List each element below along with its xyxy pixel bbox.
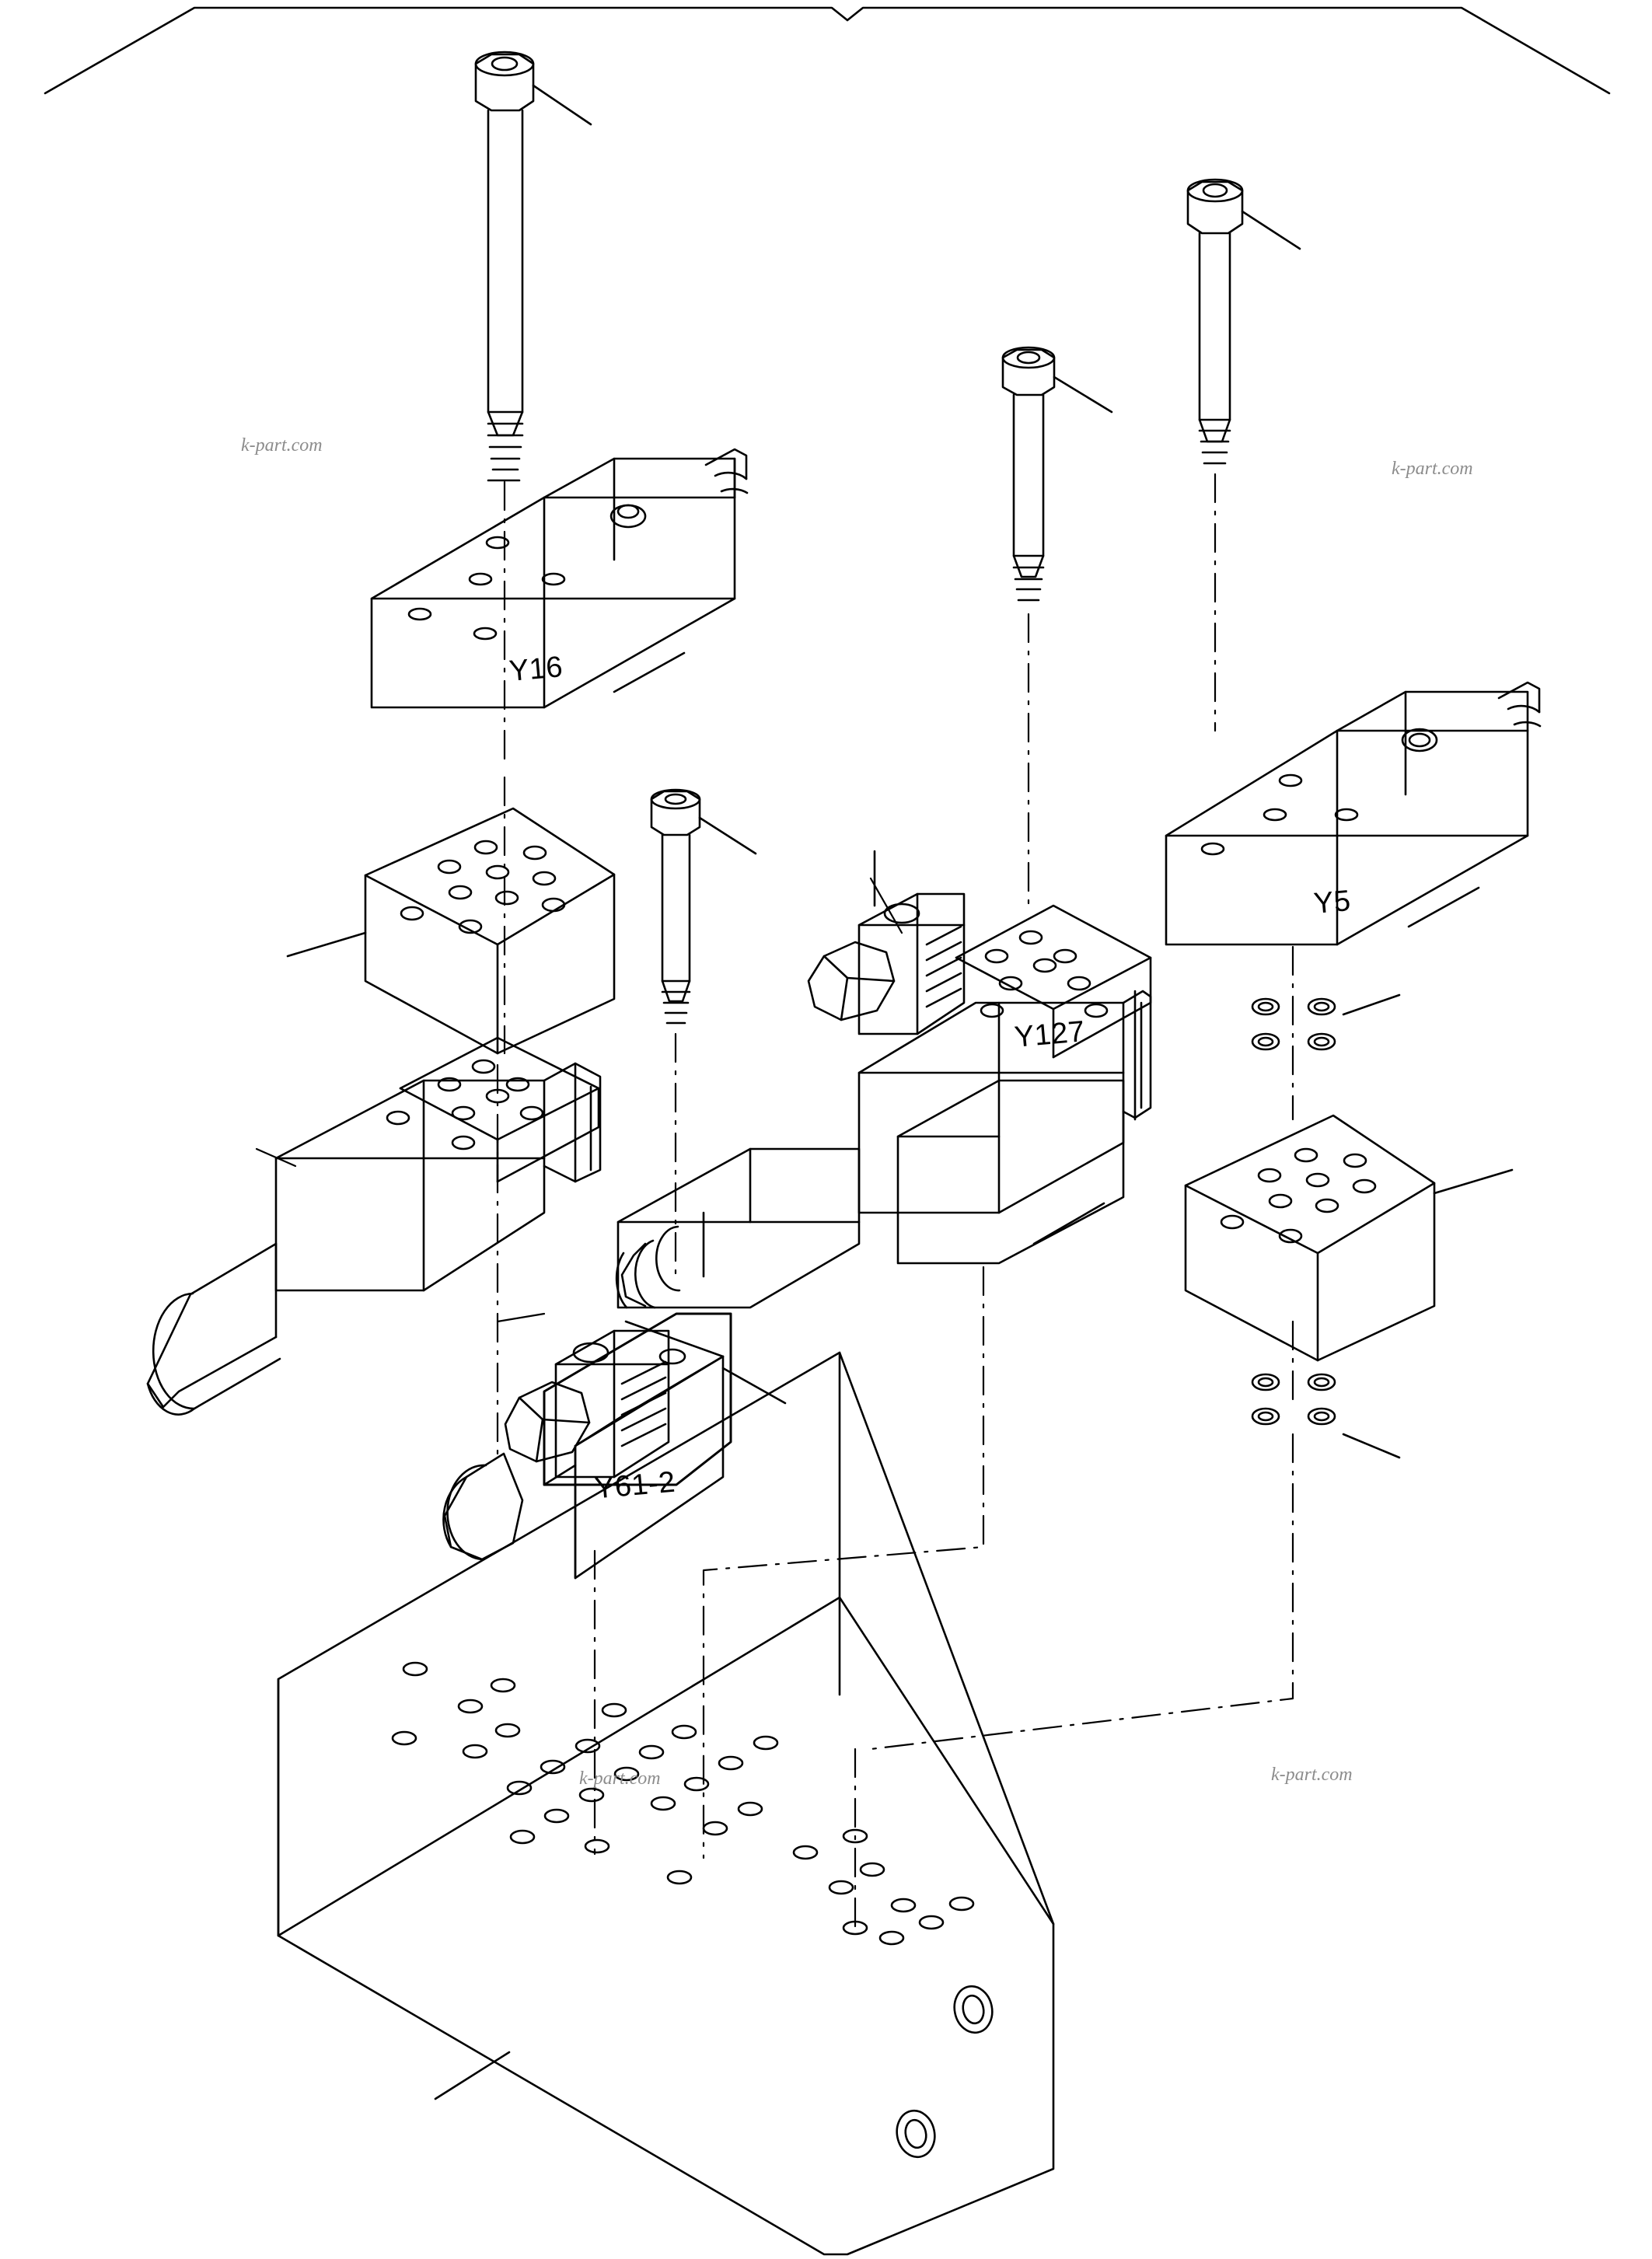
seal-rings-upper <box>1252 995 1399 1049</box>
cap-screw-1 <box>476 52 591 480</box>
cap-screw-2 <box>1003 347 1112 600</box>
valve-y61-2 <box>443 1314 785 1578</box>
watermark: k-part.com <box>241 435 323 456</box>
cap-screw-3 <box>1188 180 1300 463</box>
watermark: k-part.com <box>579 1768 661 1789</box>
part-label-y61-2: Y61-2 <box>593 1465 677 1506</box>
cap-screw-4 <box>651 790 756 1023</box>
cartridge-barrel-mid <box>616 1149 859 1308</box>
spacer-plate-1 <box>288 808 614 1053</box>
coil-fins <box>927 927 961 1007</box>
valve-y5 <box>1166 683 1540 944</box>
valve-y127 <box>809 851 1151 1263</box>
part-label-y5: Y5 <box>1312 885 1353 920</box>
manifold-port-holes <box>393 1663 973 1944</box>
watermark: k-part.com <box>1392 459 1473 479</box>
seal-rings-lower <box>1252 1374 1399 1458</box>
part-label-y16: Y16 <box>508 651 564 688</box>
leader-lines <box>257 878 902 1322</box>
part-label-y127: Y127 <box>1013 1015 1087 1054</box>
watermark: k-part.com <box>1271 1765 1353 1785</box>
spacer-plate-2 <box>1186 1116 1512 1360</box>
frame-border <box>45 8 1609 93</box>
cartridge-valve-left <box>148 1038 600 1415</box>
assembly-centerlines <box>498 474 1293 1928</box>
